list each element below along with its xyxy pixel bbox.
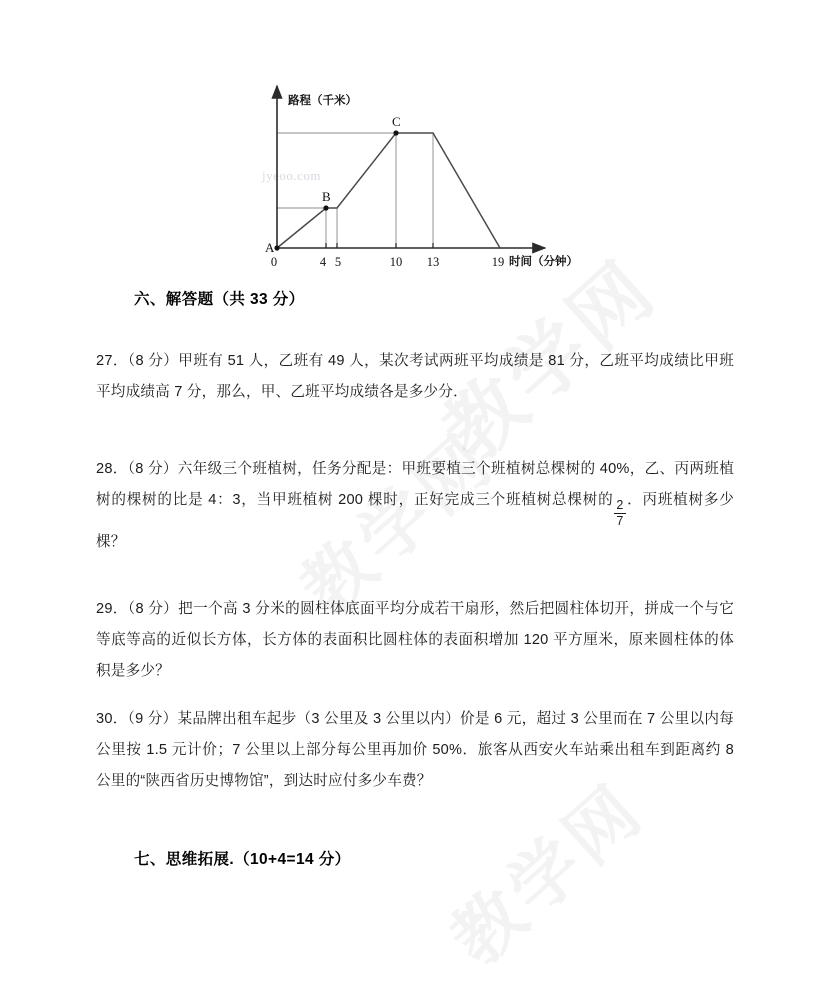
fraction-denominator: 7 — [616, 513, 624, 528]
distance-time-graph-svg — [0, 62, 830, 280]
x-axis-label: 时间（分钟） — [509, 256, 578, 268]
x-tick-label: 5 — [334, 255, 342, 269]
question-27 — [0, 346, 830, 408]
point-c-label: C — [392, 114, 401, 129]
question-29 — [0, 594, 830, 687]
question-body — [0, 288, 830, 868]
y-axis-label: 路程（千米） — [288, 95, 357, 107]
question-29-text: 29．（8 分）把一个高 3 分米的圆柱体底面平均分成若干扇形，然后把圆柱体切开，拼成一个与它等底等高的近似长方体，长方体的表面积比圆柱体的表面积增加 120 平方厘米，原来圆柱体的体积是多少？ — [96, 601, 734, 679]
question-30 — [0, 704, 830, 797]
question-27-text: 27．（8 分）甲班有 51 人，乙班有 49 人，某次考试两班平均成绩是 81 分，乙班平均成绩比甲班平均成绩高 7 分，那么，甲、乙班平均成绩各是多少分． — [96, 353, 734, 400]
fraction-numerator: 2 — [616, 498, 624, 513]
x-tick-label: 10 — [389, 255, 403, 269]
point-a-marker — [274, 245, 279, 250]
question-28-part2: ．丙班植树多少棵？ — [96, 492, 734, 551]
section-heading-seven: 七、思维拓展.（10+4=14 分） — [134, 851, 351, 868]
section-seven-wrapper — [0, 848, 830, 871]
x-tick-label: 19 — [491, 255, 505, 269]
x-tick-label: 4 — [319, 255, 327, 269]
section-heading-six: 六、解答题（共 33 分） — [134, 291, 305, 308]
x-tick-label: 0 — [270, 255, 278, 269]
point-a-label: A — [265, 240, 275, 255]
question-28-part1: 28．（8 分）六年级三个班植树，任务分配是：甲班要植三个班植树总棵树的 40%，乙、丙两班植树的棵树的比是 4：3，当甲班植树 200 棵时，正好完成三个班植树总棵树的 — [96, 461, 734, 508]
point-b-label: B — [322, 189, 331, 204]
point-c-marker — [393, 130, 398, 135]
travel-path-line — [277, 133, 500, 248]
fraction-two-sevenths — [614, 499, 625, 527]
distance-time-graph-figure — [0, 62, 830, 280]
point-b-marker — [323, 205, 328, 210]
question-28-text — [96, 454, 734, 558]
watermark-site-url: jyeoo.com — [262, 168, 322, 183]
question-28 — [0, 454, 830, 558]
question-30-text: 30．（9 分）某品牌出租车起步（3 公里及 3 公里以内）价是 6 元，超过 3 公里而在 7 公里以内每公里按 1.5 元计价；7 公里以上部分每公里再加价 50%．旅客从西安火车站乘出租车到距离约 8 公里的“陕西省历史博物馆”，到达时应付多少车费？ — [96, 711, 734, 789]
x-tick-label: 13 — [426, 255, 440, 269]
